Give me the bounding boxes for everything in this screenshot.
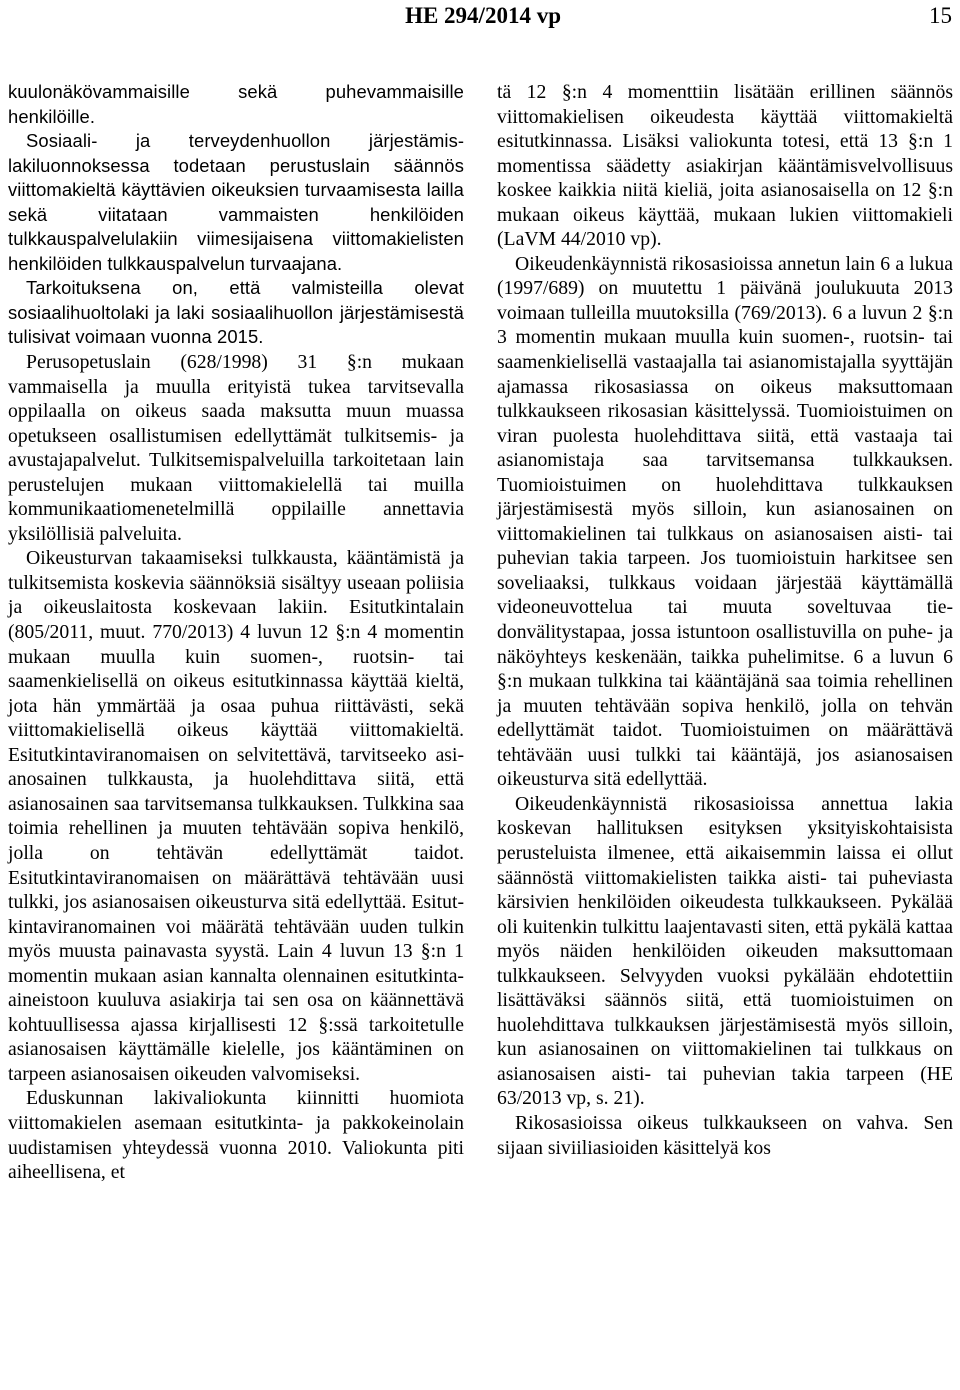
paragraph: Oikeudenkäynnistä rikosasioissa annetun lain 6 a lukua (1997/689) on muutettu 1 päivänä joulukuuta 2013 voimaan tulleilla muutoksilla (769/2013). 6 a luvun 2 §:n 3 momentin mukaan muulla kuin suomen-, ruotsin- tai saamenkielisellä vastaajalla tai asianomistajalla syyttäjän ajamassa rikosasiassa on oikeus maksuttomaan tulkkaukseen rikosasian käsittelyssä. Tuomioistuimen on viran puolesta huolehdittava siitä, että vastaaja tai asianomistaja saa tarvitsemansa tulkkauksen. Tuomioistuimen on huolehdittava tulkkauksen järjestämisestä myös silloin, kun asianosainen on viittomakielinen tai tulkkaus on asianosaisen aisti- tai puhevian takia tarpeen. Jos tuomioistuin harkitsee sen soveliaaksi, tulkkaus voidaan järjestää käyttämällä videoneuvottelua tai muuta soveltuvaa tiedonvälitystapaa, jossa istuntoon osallistuvilla on puhe- ja näköyhteys keskenään, taikka puhelimitse. 6 a luvun 6 §:n mukaan tulkkina tai kääntäjänä saa toimia rehellinen ja muuten tehtävään sopiva henkilö, jolla on tehvän edellyttämät taidot. Tuomioistuimen on määrättävä tehtävään uusi tulkki tai kääntäjä, jos asianosaisen oikeusturva sitä edellyttää. (497, 252, 953, 791)
paragraph: Oikeudenkäynnistä rikosasioissa annettua lakia koskevan hallituksen esityksen yksityiskohtaisista perusteluista ilmenee, että aikaisemmin laissa ei ollut säännöstä viittomakielisten taikka aisti- tai puheviasta kärsivien henkilöiden oikeudesta tulkkaukseen. Pykälää oli kuitenkin tulkittu laajentavasti siten, että pykälä kattaa myös näiden henkilöiden oikeuden maksuttomaan tulkkaukseen. Selvyyden vuoksi pykälään ehdotettiin lisättäväksi säännös siitä, että tuomioistuimen on huolehdittava tulkkauksen järjestämisestä myös silloin, kun asianosainen on viittomakielinen tai tulkkaus on asianosaisen aisti- tai puhevian takia tarpeen (HE 63/2013 vp, s. 21). (497, 792, 953, 1110)
paragraph: Sosiaali- ja terveydenhuollon järjestämislakiluonnoksessa todetaan perustuslain säännös viittomakieltä käyttävien oikeuksien turvaamisesta lailla sekä viitataan vammaisten henkilöiden tulkkauspalvelulakiin viimesijaisena viittomakielisten henkilöiden tulkkauspalvelun turvaajana. (8, 130, 464, 274)
page-number: 15 (929, 3, 952, 28)
paragraph: Perusopetuslain (628/1998) 31 §:n mukaan vammaisella ja muulla erityistä tukea tarvitsevalla oppilaalla on oikeus saada maksutta muun muassa opetukseen osallistumisen edellyttämät tulkitsemis- ja avustajapalvelut. Tulkitsemispalveluilla tarkoitetaan lain perustelujen mukaan viittomakielellä tai muilla kommunikaatiomenetelmillä oppilaille annettavia yksilöllisiä palveluita. (8, 351, 464, 545)
left-column (8, 80, 464, 1185)
page-header (0, 3, 960, 31)
paragraph: Eduskunnan lakivaliokunta kiinnitti huomiota viittomakielen asemaan esitutkinta- ja pakkokeinolain uudistamisen yhteydessä vuonna 2010. Valiokunta piti aiheellisena, et (8, 1087, 464, 1184)
paragraph: Tarkoituksena on, että valmisteilla olevat sosiaalihuoltolaki ja laki sosiaalihuollon järjestämisestä tulisivat voimaan vuonna 2015. (8, 277, 464, 348)
right-column (497, 80, 953, 1160)
document-id: HE 294/2014 vp (405, 3, 561, 28)
paragraph: kuulonäkövammaisille sekä puhevammaisille henkilöille. (8, 81, 464, 127)
paragraph: Oikeusturvan takaamiseksi tulkkausta, kääntämistä ja tulkitsemista koskevia säännöksiä sisältyy useaan poliisia ja oikeuslaitosta koskevaan lakiin. Esitutkintalain (805/2011, muut. 770/2013) 4 luvun 12 §:n 4 momentin mukaan muulla kuin suomen-, ruotsin- tai saamenkielisellä on oikeus esitutkinnassa käyttää kieltä, jota hän ymmärtää ja osaa puhua riittävästi, sekä viittomakielisellä oikeus käyttää viittomakieltä. Esitutkintaviranomaisen on selvitettävä, tarvitseeko asianosainen tulkkausta, ja huolehdittava siitä, että asianosainen saa tarvitsemansa tulkkauksen. Tulkkina saa toimia rehellinen ja muuten tehtävään sopiva henkilö, jolla on tehtävän edellyttämät taidot. Esitutkintaviranomaisen on määrättävä tehtävään uusi tulkki, jos asianosaisen oikeusturva sitä edellyttää. Esitutkintaviranomainen voi määrätä tehtävään uuden tulkin myös muusta painavasta syystä. Lain 4 luvun 13 §:n 1 momentin mukaan asian kannalta olennainen esitutkinta-aineistoon kuuluva asiakirja tai sen osa on käännettävä kohtuullisessa ajassa kirjallisesti 12 §:ssä tarkoitetulle asianosaisen käyttämälle kielelle, jos kääntäminen on tarpeen asianosaisen oikeuden valvomiseksi. (8, 547, 464, 1085)
paragraph: Rikosasioissa oikeus tulkkaukseen on vahva. Sen sijaan siviiliasioiden käsittelyä kos (497, 1111, 953, 1159)
paragraph: tä 12 §:n 4 momenttiin lisätään erillinen säännös viittomakielisen oikeudesta käyttää viittomakieltä esitutkinnassa. Lisäksi valiokunta totesi, että 13 §:n 1 momentissa säädetty asiakirjan kääntämisvelvollisuus koskee kaikkia niitä kieliä, joita asianosaisella on 12 §:n mukaan oikeus käyttää, mukaan lukien viittomakieli (LaVM 44/2010 vp). (497, 81, 953, 251)
